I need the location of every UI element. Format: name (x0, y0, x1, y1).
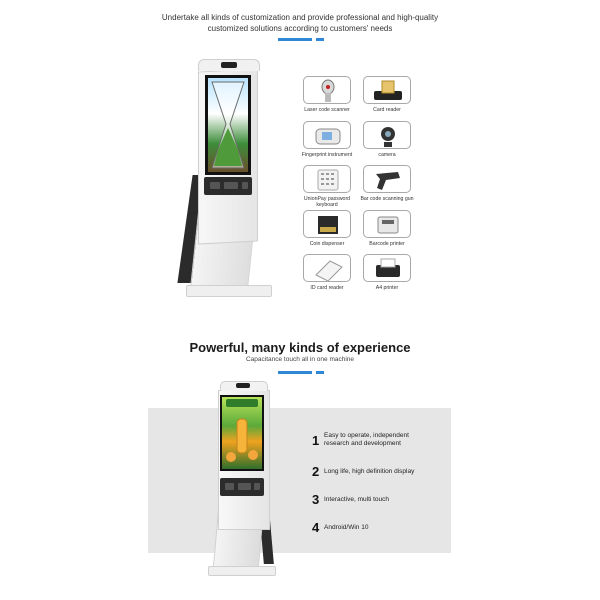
kiosk-base (186, 285, 272, 297)
accessory-label: ID card reader (310, 285, 344, 291)
feature-number: 3 (312, 492, 320, 507)
accessory-id-card-reader (299, 254, 355, 291)
accessory-label: Laser code scanner (304, 107, 350, 113)
accessory-coin-dispenser (299, 210, 355, 247)
kiosk-control-panel (220, 478, 264, 496)
coin-dispenser-icon (304, 211, 351, 238)
barcode-printer-icon (364, 211, 411, 238)
id-card-reader-icon (304, 255, 351, 282)
kiosk-control-panel (204, 177, 252, 195)
feature-text: Easy to operate, independent research and development (324, 432, 409, 447)
kiosk-screen (205, 75, 251, 175)
kiosk-screen (220, 395, 264, 471)
feature-item-2 (312, 464, 434, 479)
feature-number: 1 (312, 432, 320, 448)
kiosk-camera (236, 383, 250, 388)
accessory-keypad (299, 165, 355, 208)
hourglass-graphic (208, 78, 248, 172)
accessory-label: A4 printer (375, 285, 399, 291)
accent-bar (278, 38, 312, 41)
accessory-label: Bar code scanning gun (360, 196, 414, 202)
fingerprint-icon (304, 122, 351, 149)
accessory-card-reader (359, 76, 415, 113)
kiosk-image-2 (208, 378, 280, 582)
accent-bar-2 (278, 371, 312, 374)
section-title: Powerful, many kinds of experience (189, 340, 411, 355)
feature-item-3 (312, 492, 434, 507)
section-subtitle: Capacitance touch all in one machine (245, 356, 355, 363)
feature-item-4 (312, 520, 434, 535)
barcode-gun-icon (364, 166, 411, 193)
accessory-label: Fingerprint instrument (301, 152, 353, 158)
accessory-label: camera (378, 152, 396, 158)
laser-scanner-icon (304, 77, 351, 104)
feature-text: Interactive, multi touch (324, 495, 390, 503)
header-text (120, 12, 480, 34)
header-line-2: customized solutions according to customers' needs (207, 24, 393, 33)
kiosk-camera (221, 62, 237, 68)
card-reader-icon (364, 77, 411, 104)
camera-icon (364, 122, 411, 149)
accessory-barcode-printer (359, 210, 415, 247)
accessory-label: Barcode printer (369, 241, 405, 247)
feature-text: Android/Win 10 (324, 523, 369, 531)
accent-bar-short (316, 38, 324, 41)
header-line-1: Undertake all kinds of customization and provide professional and high-quality (161, 13, 439, 22)
feature-text: Long life, high definition display (324, 467, 415, 475)
accessory-a4-printer (359, 254, 415, 291)
juice-ad-graphic (222, 397, 262, 469)
feature-item-1 (312, 432, 420, 448)
accessory-label: Coin dispenser (309, 241, 345, 247)
accessory-camera (359, 121, 415, 158)
kiosk-image-1 (183, 55, 278, 300)
accessory-label: Card reader (373, 107, 401, 113)
keypad-icon (304, 166, 351, 193)
accessory-laser-scanner (299, 76, 355, 113)
a4-printer-icon (364, 255, 411, 282)
accessory-barcode-gun (359, 165, 415, 202)
accessory-label: UnionPay password keyboard (303, 196, 351, 208)
accent-bar-2-short (316, 371, 324, 374)
feature-number: 4 (312, 520, 320, 535)
accessory-fingerprint (299, 121, 355, 158)
kiosk-base (208, 566, 276, 576)
feature-number: 2 (312, 464, 320, 479)
